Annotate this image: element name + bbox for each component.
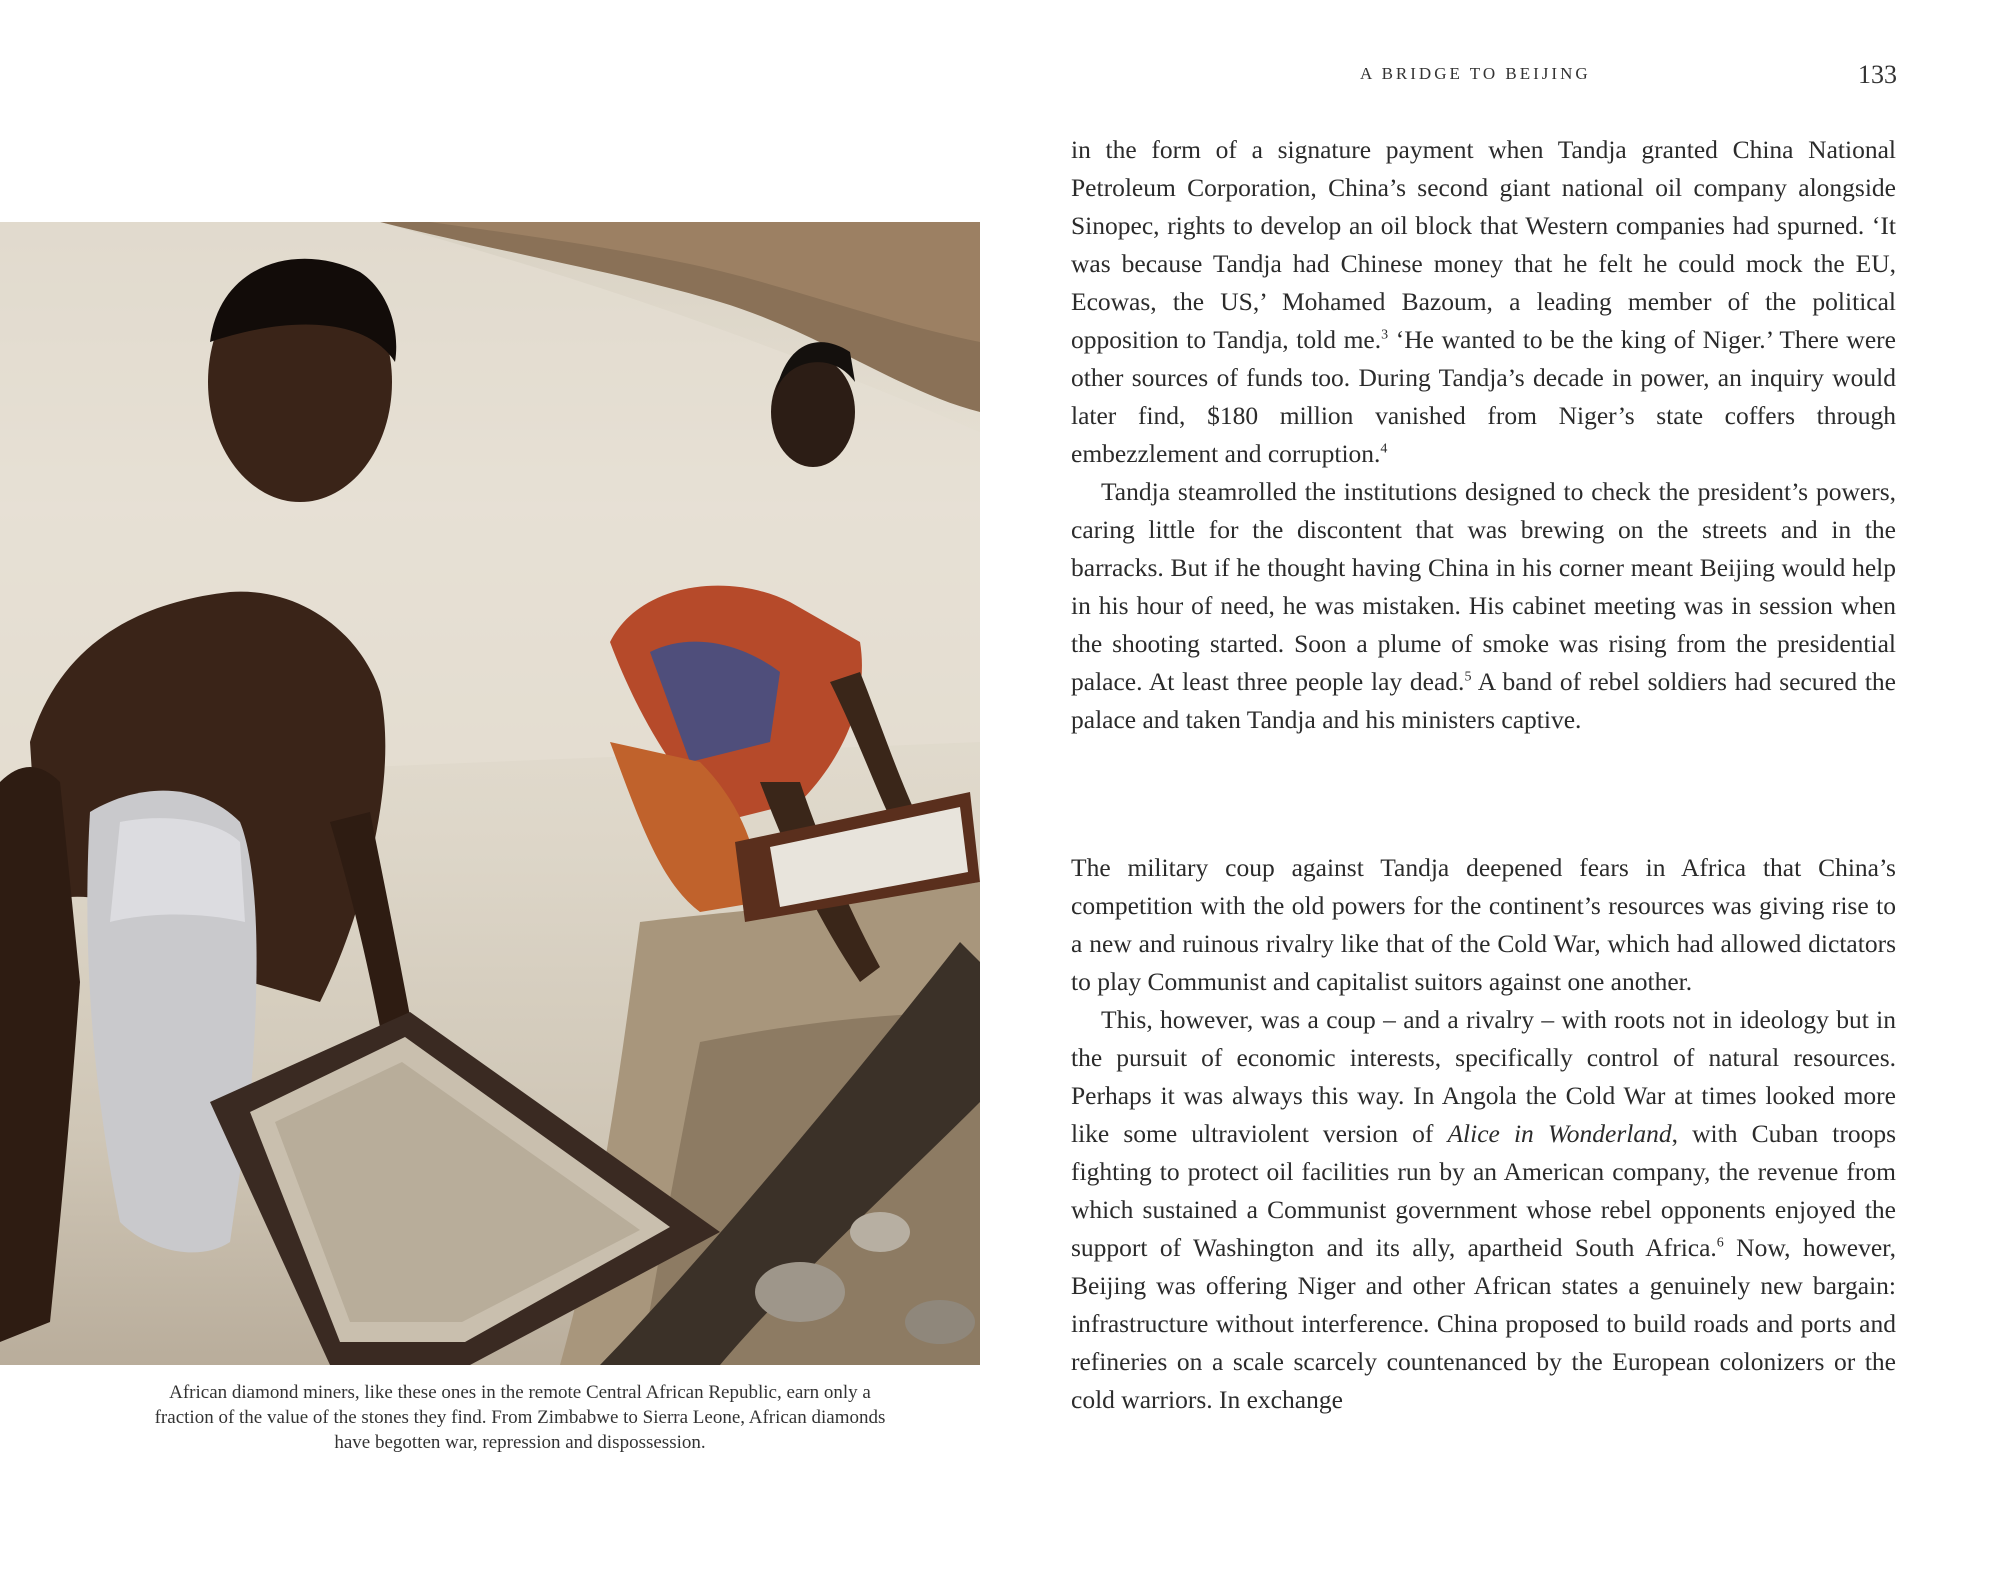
diamond-miners-photo — [0, 222, 980, 1365]
footnote-ref[interactable]: 6 — [1716, 1235, 1724, 1251]
text-section-2 — [1071, 849, 1896, 1419]
paragraph: Tandja steamrolled the institutions designed to check the president’s powers, caring little for the discontent that was brewing on the streets and in the barracks. But if he thought having China in his corner meant Beijing would help in his hour of need, he was mistaken. His cabinet meeting was in session when the shooting started. Soon a plume of smoke was rising from the presidential palace. At least three people lay dead.$^5$ A band of rebel soldiers had secured the palace and taken Tandja and his ministers captive. — [1071, 477, 1897, 734]
paragraph: The military coup against Tandja deepened fears in Africa that China’s competition with the old powers for the continent’s resources was giving rise to a new and ruinous rivalry like that of the Cold War, which had allowed dictators to play Communist and capitalist suitors against one another. — [1071, 853, 1896, 996]
running-head: A BRIDGE TO BEIJING — [1360, 64, 1591, 83]
footnote-ref[interactable]: 4 — [1380, 441, 1388, 457]
page-number: 133 — [1858, 60, 1897, 89]
footnote-ref[interactable]: 5 — [1464, 669, 1472, 685]
paragraph: This, however, was a coup – and a rivalry – with roots not in ideology but in the pursuit of economic interests, specifically control of natural resources. Perhaps it was always this way. In Angola the Cold War at times looked more like some ultraviolent version of Alice in Wonderland, with Cuban troops fighting to protect oil facilities run by an American company, the revenue from which sustained a Communist government whose rebel opponents enjoyed the support of Washington and its ally, apartheid South Africa.$^6$ Now, however, Beijing was offering Niger and other African states a genuinely new bargain: infrastructure without interference. China proposed to build roads and ports and refineries on a scale scarcely countenanced by the European colonizers or the cold warriors. In exchange — [1071, 1005, 1896, 1414]
book-title: Alice in Wonderland — [1447, 1119, 1672, 1148]
photo-caption: African diamond miners, like these ones in the remote Central African Republic, earn only a fraction of the value of the stones they find. From Zimbabwe to Sierra Leone, African diamonds have begotten war, repression and dispossession. — [154, 1382, 886, 1453]
text-section-1 — [1071, 131, 1896, 739]
paragraph: in the form of a signature payment when Tandja granted China National Petroleum Corporation, China’s second giant national oil company alongside Sinopec, rights to develop an oil block that Western companies had spurned. ‘It was because Tandja had Chinese money that he felt he could mock the EU, Ecowas, the US,’ Mohamed Bazoum, a leading member of the political opposition to Tandja, told me.$^3$ ‘He wanted to be the king of Niger.’ There were other sources of funds too. During Tandja’s decade in power, an inquiry would later find, $180 million vanished from Niger’s state coffers through embezzlement and corruption.$^4$ — [1071, 135, 1896, 468]
footnote-ref[interactable]: 3 — [1381, 327, 1389, 343]
